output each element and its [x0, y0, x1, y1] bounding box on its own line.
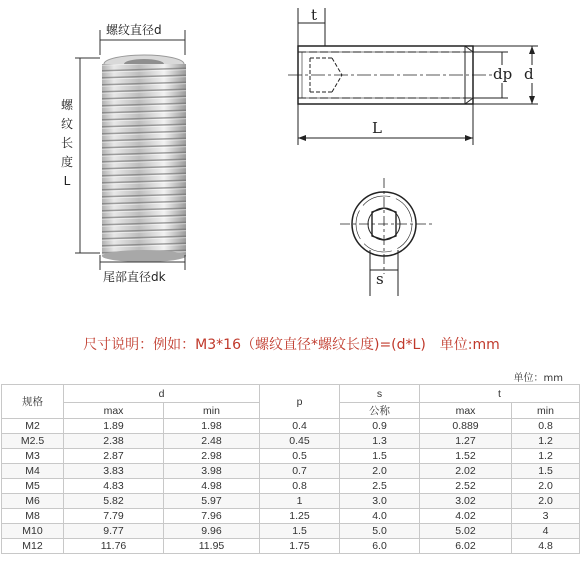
table-row: [2, 479, 580, 494]
spec-cell: M6: [2, 494, 64, 509]
table-cell: 4.98: [164, 479, 260, 494]
table-cell: 1.2: [512, 434, 580, 449]
table-cell: 6.02: [420, 539, 512, 554]
spec-cell: M3: [2, 449, 64, 464]
table-cell: 11.76: [64, 539, 164, 554]
table-cell: 0.8: [512, 419, 580, 434]
table-cell: 4: [512, 524, 580, 539]
table-row: [2, 524, 580, 539]
table-cell: 0.889: [420, 419, 512, 434]
table-cell: 1.5: [340, 449, 420, 464]
header-p: p: [260, 385, 340, 419]
table-row: [2, 434, 580, 449]
header-t-min: min: [512, 403, 580, 419]
table-cell: 5.97: [164, 494, 260, 509]
table-cell: 7.96: [164, 509, 260, 524]
table-cell: 3.83: [64, 464, 164, 479]
header-d-min: min: [164, 403, 260, 419]
table-cell: 4.0: [340, 509, 420, 524]
table-cell: 2.0: [512, 479, 580, 494]
table-cell: 1: [260, 494, 340, 509]
table-row: [2, 419, 580, 434]
table-cell: 5.0: [340, 524, 420, 539]
table-cell: 2.87: [64, 449, 164, 464]
thread-diameter-label: 螺纹直径d: [106, 23, 162, 37]
table-cell: 3.98: [164, 464, 260, 479]
spec-table: [1, 384, 580, 554]
table-cell: 2.52: [420, 479, 512, 494]
table-cell: 1.27: [420, 434, 512, 449]
table-cell: 1.5: [512, 464, 580, 479]
t-dimension-label: t: [311, 6, 318, 24]
table-cell: 2.5: [340, 479, 420, 494]
table-cell: 1.52: [420, 449, 512, 464]
table-row: [2, 449, 580, 464]
end-view-drawing: [340, 178, 440, 298]
table-cell: 3: [512, 509, 580, 524]
side-view-drawing: [280, 0, 580, 150]
table-cell: 1.98: [164, 419, 260, 434]
spec-cell: M8: [2, 509, 64, 524]
header-s-nominal: 公称: [340, 403, 420, 419]
header-t-max: max: [420, 403, 512, 419]
table-cell: 2.0: [512, 494, 580, 509]
dp-dimension-label: dp: [493, 65, 513, 83]
spec-cell: M5: [2, 479, 64, 494]
header-t: t: [420, 385, 580, 403]
table-row: [2, 494, 580, 509]
table-cell: 6.0: [340, 539, 420, 554]
s-dimension-label: s: [376, 270, 384, 288]
table-cell: 2.38: [64, 434, 164, 449]
unit-note: 单位：mm: [513, 373, 563, 384]
photo-dimension-lines: [0, 0, 200, 300]
table-cell: 4.83: [64, 479, 164, 494]
tail-diameter-label: 尾部直径dk: [103, 270, 166, 284]
spec-cell: M2: [2, 419, 64, 434]
table-cell: 1.5: [260, 524, 340, 539]
header-spec: 规格: [2, 385, 64, 419]
table-cell: 1.89: [64, 419, 164, 434]
table-row: [2, 464, 580, 479]
table-cell: 5.82: [64, 494, 164, 509]
table-cell: 2.48: [164, 434, 260, 449]
table-cell: 1.3: [340, 434, 420, 449]
table-cell: 0.5: [260, 449, 340, 464]
table-cell: 11.95: [164, 539, 260, 554]
table-cell: 9.96: [164, 524, 260, 539]
spec-cell: M2.5: [2, 434, 64, 449]
table-cell: 1.75: [260, 539, 340, 554]
thread-length-label: 螺 纹 长 度 L: [60, 96, 74, 191]
table-cell: 0.9: [340, 419, 420, 434]
spec-cell: M4: [2, 464, 64, 479]
size-description-title: 尺寸说明：例如：M3*16（螺纹直径*螺纹长度)=(d*L) 单位:mm: [83, 337, 500, 353]
table-cell: 9.77: [64, 524, 164, 539]
spec-cell: M10: [2, 524, 64, 539]
table-cell: 4.02: [420, 509, 512, 524]
table-cell: 7.79: [64, 509, 164, 524]
table-cell: 0.7: [260, 464, 340, 479]
spec-cell: M12: [2, 539, 64, 554]
table-cell: 1.25: [260, 509, 340, 524]
table-cell: 3.02: [420, 494, 512, 509]
table-cell: 5.02: [420, 524, 512, 539]
table-cell: 3.0: [340, 494, 420, 509]
table-cell: 1.2: [512, 449, 580, 464]
header-d-max: max: [64, 403, 164, 419]
table-cell: 0.45: [260, 434, 340, 449]
table-cell: 2.02: [420, 464, 512, 479]
table-cell: 2.98: [164, 449, 260, 464]
table-cell: 0.4: [260, 419, 340, 434]
d-dimension-label: d: [524, 65, 534, 83]
header-s: s: [340, 385, 420, 403]
table-cell: 4.8: [512, 539, 580, 554]
table-row: [2, 509, 580, 524]
header-d: d: [64, 385, 260, 403]
table-cell: 2.0: [340, 464, 420, 479]
table-row: [2, 539, 580, 554]
L-dimension-label: L: [372, 119, 382, 137]
table-cell: 0.8: [260, 479, 340, 494]
